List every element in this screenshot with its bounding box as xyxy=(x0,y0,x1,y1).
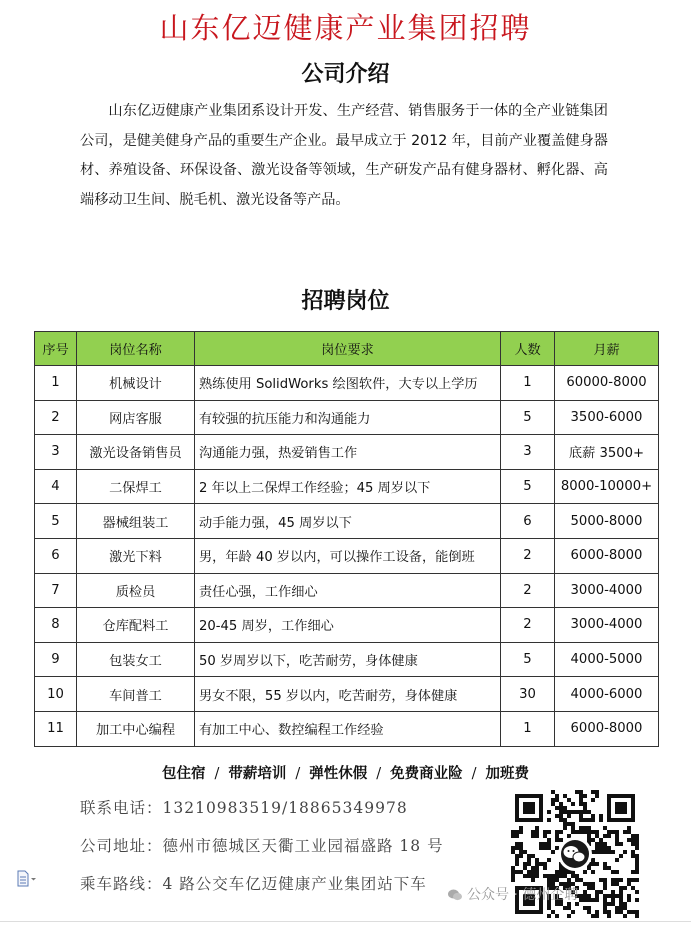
cell-position: 加工中心编程 xyxy=(77,711,195,746)
table-row xyxy=(35,504,659,539)
header-count: 人数 xyxy=(501,332,555,366)
benefit-item: 免费商业险 xyxy=(390,765,463,782)
cell-count: 5 xyxy=(501,400,555,435)
benefit-item: 加班费 xyxy=(485,765,530,782)
cell-no: 3 xyxy=(35,435,77,470)
cell-requirement: 男女不限，55 岁以内，吃苦耐劳，身体健康 xyxy=(195,677,501,712)
cell-salary: 6000-8000 xyxy=(555,538,659,573)
contact-route: 乘车路线：4 路公交车亿迈健康产业集团站下车 xyxy=(80,875,427,893)
watermark-text: 公众号 · 德州企聘 xyxy=(467,887,579,903)
table-row xyxy=(35,573,659,608)
cell-count: 5 xyxy=(501,469,555,504)
cell-count: 1 xyxy=(501,711,555,746)
table-row xyxy=(35,538,659,573)
wechat-logo-icon xyxy=(447,887,463,903)
table-row xyxy=(35,435,659,470)
cell-position: 仓库配料工 xyxy=(77,608,195,643)
cell-salary: 5000-8000 xyxy=(555,504,659,539)
benefit-item: 带薪培训 xyxy=(228,765,287,782)
contact-phone: 联系电话：13210983519/18865349978 xyxy=(80,799,408,817)
header-no: 序号 xyxy=(35,332,77,366)
benefit-separator: / xyxy=(295,766,301,782)
cell-requirement: 熟练使用 SolidWorks 绘图软件，大专以上学历 xyxy=(195,366,501,401)
table-row xyxy=(35,400,659,435)
cell-requirement: 20-45 周岁，工作细心 xyxy=(195,608,501,643)
table-row xyxy=(35,711,659,746)
cell-salary: 3500-6000 xyxy=(555,400,659,435)
cell-no: 6 xyxy=(35,538,77,573)
cell-salary: 60000-8000 xyxy=(555,366,659,401)
cell-position: 二保焊工 xyxy=(77,469,195,504)
cell-salary: 3000-4000 xyxy=(555,608,659,643)
cell-no: 10 xyxy=(35,677,77,712)
benefits-line xyxy=(0,762,691,783)
cell-requirement: 男，年龄 40 岁以内，可以操作工设备，能倒班 xyxy=(195,538,501,573)
cell-position: 网店客服 xyxy=(77,400,195,435)
cell-salary: 6000-8000 xyxy=(555,711,659,746)
cell-requirement: 50 岁周岁以下，吃苦耐劳，身体健康 xyxy=(195,642,501,677)
cell-requirement: 责任心强，工作细心 xyxy=(195,573,501,608)
cell-no: 2 xyxy=(35,400,77,435)
benefit-separator: / xyxy=(214,766,220,782)
table-row xyxy=(35,677,659,712)
cell-requirement: 有加工中心、数控编程工作经验 xyxy=(195,711,501,746)
cell-position: 激光设备销售员 xyxy=(77,435,195,470)
benefit-item: 包住宿 xyxy=(161,765,206,782)
intro-heading: 公司介绍 xyxy=(301,61,390,87)
table-row xyxy=(35,469,659,504)
header-position: 岗位名称 xyxy=(77,332,195,366)
table-body xyxy=(35,366,659,747)
cell-salary: 底薪 3500+ xyxy=(555,435,659,470)
benefit-separator: / xyxy=(471,766,477,782)
contact-address: 公司地址：德州市德城区天衢工业园福盛路 18 号 xyxy=(80,837,444,855)
cell-requirement: 沟通能力强，热爱销售工作 xyxy=(195,435,501,470)
cell-position: 器械组装工 xyxy=(77,504,195,539)
benefit-item: 弹性休假 xyxy=(309,765,368,782)
cell-count: 30 xyxy=(501,677,555,712)
jobs-heading: 招聘岗位 xyxy=(301,288,390,314)
cell-no: 4 xyxy=(35,469,77,504)
table-row xyxy=(35,366,659,401)
header-salary: 月薪 xyxy=(555,332,659,366)
cell-salary: 4000-6000 xyxy=(555,677,659,712)
cell-requirement: 动手能力强，45 周岁以下 xyxy=(195,504,501,539)
cell-no: 8 xyxy=(35,608,77,643)
table-header-row xyxy=(35,332,659,366)
cell-count: 3 xyxy=(501,435,555,470)
intro-text: 山东亿迈健康产业集团系设计开发、生产经营、销售服务于一体的全产业链集团公司，是健美健身产品的重要生产企业。最早成立于 2012 年，目前产业覆盖健身器材、养殖设备、环保设备、激光设备等领域，生产研发产品有健身器材、孵化器、高端移动卫生间、脱毛机、激光设备等产品。 xyxy=(80,103,608,208)
cell-position: 包装女工 xyxy=(77,642,195,677)
table-row xyxy=(35,642,659,677)
benefit-separator: / xyxy=(376,766,382,782)
cell-count: 1 xyxy=(501,366,555,401)
divider xyxy=(0,921,691,922)
cell-requirement: 有较强的抗压能力和沟通能力 xyxy=(195,400,501,435)
cell-no: 7 xyxy=(35,573,77,608)
page-title: 山东亿迈健康产业集团招聘 xyxy=(159,11,532,45)
header-requirement: 岗位要求 xyxy=(195,332,501,366)
cell-position: 激光下料 xyxy=(77,538,195,573)
cell-position: 质检员 xyxy=(77,573,195,608)
cell-count: 2 xyxy=(501,538,555,573)
cell-count: 2 xyxy=(501,573,555,608)
cell-salary: 3000-4000 xyxy=(555,573,659,608)
cell-no: 11 xyxy=(35,711,77,746)
cell-salary: 4000-5000 xyxy=(555,642,659,677)
cell-no: 9 xyxy=(35,642,77,677)
cell-no: 5 xyxy=(35,504,77,539)
cell-count: 6 xyxy=(501,504,555,539)
cell-count: 2 xyxy=(501,608,555,643)
table-row xyxy=(35,608,659,643)
cell-position: 机械设计 xyxy=(77,366,195,401)
cell-requirement: 2 年以上二保焊工作经验；45 周岁以下 xyxy=(195,469,501,504)
jobs-table xyxy=(34,331,659,747)
cell-salary: 8000-10000+ xyxy=(555,469,659,504)
cell-position: 车间普工 xyxy=(77,677,195,712)
cell-count: 5 xyxy=(501,642,555,677)
cell-no: 1 xyxy=(35,366,77,401)
document-icon[interactable] xyxy=(15,870,37,888)
